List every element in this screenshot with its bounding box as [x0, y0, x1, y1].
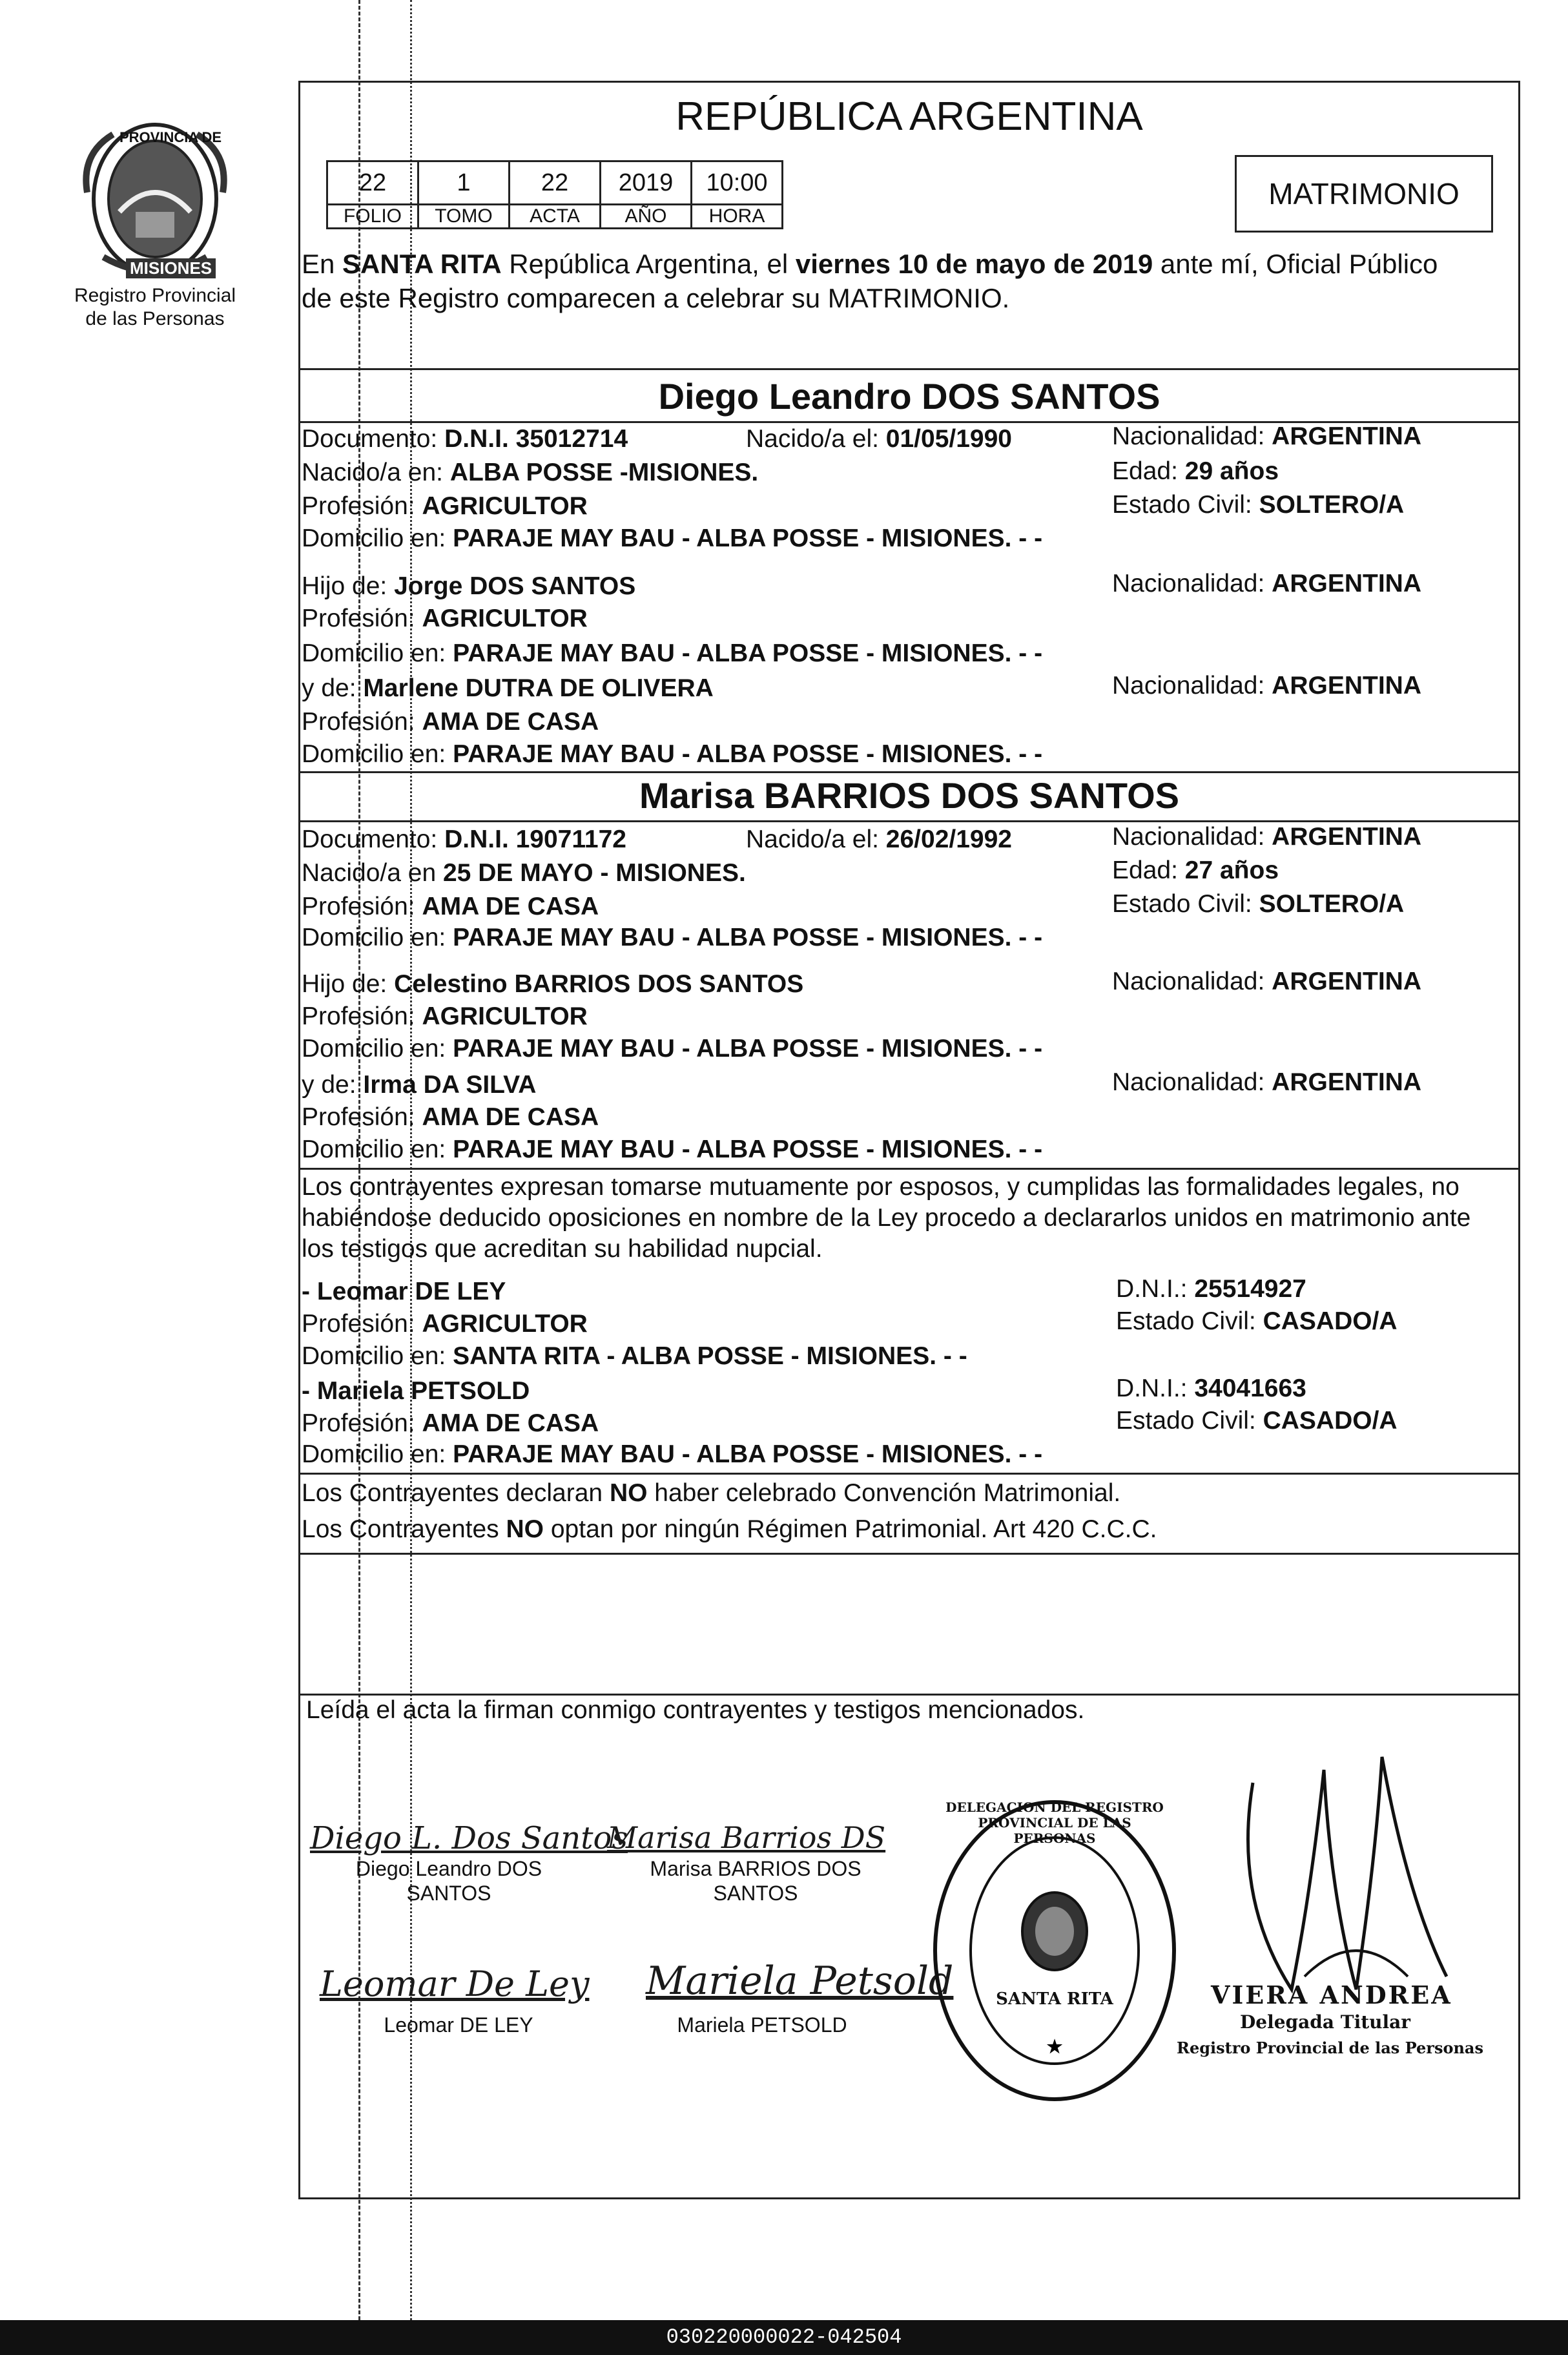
anio-value: 2019: [601, 161, 692, 205]
value: D.N.I. 35012714: [444, 425, 628, 453]
signature-caption-witness2: Mariela PETSOLD: [677, 2013, 847, 2037]
intro-mid: República Argentina, el: [501, 249, 796, 279]
convention-line-2: [302, 1514, 1157, 1545]
spouse1-born: [746, 424, 1012, 455]
label: Domicilio en:: [302, 639, 453, 667]
spouse1-father-prof: [302, 603, 588, 634]
value: AGRICULTOR: [422, 1310, 588, 1338]
acta-label: ACTA: [510, 205, 601, 229]
value: ARGENTINA: [1272, 1068, 1422, 1096]
value: ARGENTINA: [1272, 968, 1422, 995]
spouse1-age: [1112, 456, 1279, 487]
label: Estado Civil:: [1112, 890, 1259, 918]
hora-label: HORA: [692, 205, 783, 229]
tomo-label: TOMO: [418, 205, 510, 229]
intro-prefix: En: [302, 249, 343, 279]
label: Domicilio en:: [302, 1035, 453, 1063]
official-stamp: [929, 1796, 1181, 2106]
label: Nacionalidad:: [1112, 570, 1272, 597]
signature-spouse2: Marisa Barrios DS: [607, 1820, 886, 1855]
witness2-civil: [1116, 1406, 1398, 1437]
value: AMA DE CASA: [422, 1409, 599, 1437]
spouse1-name: Diego Leandro DOS SANTOS: [658, 376, 1161, 417]
value: AGRICULTOR: [422, 605, 588, 632]
label: Estado Civil:: [1112, 491, 1259, 519]
value: PARAJE MAY BAU - ALBA POSSE - MISIONES. - -: [453, 524, 1043, 552]
value: - Leomar DE LEY: [302, 1278, 506, 1305]
spouse2-born: [746, 824, 1012, 855]
spouse1-father-nat: [1112, 568, 1421, 599]
label: Domicilio en:: [302, 924, 453, 951]
text: haber celebrado Convención Matrimonial.: [647, 1479, 1121, 1507]
spouse2-father-dom: [302, 1033, 1042, 1064]
spouse2-prof: [302, 891, 599, 922]
convention-line-1: [302, 1478, 1120, 1509]
value: 25 DE MAYO - MISIONES.: [442, 859, 746, 887]
anio-label: AÑO: [601, 205, 692, 229]
acta-value: 22: [510, 161, 601, 205]
spouse1-nat: [1112, 421, 1421, 452]
label: Domicilio en:: [302, 524, 453, 552]
value: AGRICULTOR: [422, 492, 588, 520]
value: CASADO/A: [1263, 1407, 1398, 1435]
label: Nacido/a el:: [746, 825, 886, 853]
value: PARAJE MAY BAU - ALBA POSSE - MISIONES. - -: [453, 1035, 1043, 1063]
value: CASADO/A: [1263, 1307, 1398, 1335]
stamp-ring-text: DELEGACION DEL REGISTRO PROVINCIAL DE LAS PERSONAS: [945, 1800, 1164, 1846]
witness2-prof: [302, 1408, 599, 1439]
text: Los Contrayentes: [302, 1515, 506, 1543]
label: Nacionalidad:: [1112, 1068, 1272, 1096]
label: Estado Civil:: [1116, 1407, 1263, 1435]
spouse2-civil: [1112, 889, 1404, 920]
label: Documento:: [302, 425, 445, 453]
spouse2-father-prof: [302, 1001, 588, 1032]
spouse1-mother: [302, 673, 714, 704]
label: Profesión:: [302, 1103, 422, 1131]
divider: [298, 771, 1520, 773]
value: PARAJE MAY BAU - ALBA POSSE - MISIONES. - -: [453, 1136, 1043, 1163]
value: Celestino BARRIOS DOS SANTOS: [394, 970, 804, 998]
value: ARGENTINA: [1272, 570, 1422, 597]
witness2-dni: [1116, 1373, 1306, 1404]
spouse1-civil: [1112, 490, 1404, 521]
value: ARGENTINA: [1272, 672, 1422, 700]
value: PARAJE MAY BAU - ALBA POSSE - MISIONES. - -: [453, 740, 1043, 768]
value: 29 años: [1184, 457, 1279, 485]
witness1-dom: [302, 1341, 967, 1372]
label: Nacionalidad:: [1112, 672, 1272, 700]
province-seal: [74, 115, 236, 289]
spouse1-dom: [302, 523, 1042, 554]
divider: [298, 1473, 1520, 1475]
label: Edad:: [1112, 856, 1185, 884]
spouse2-age: [1112, 855, 1279, 886]
value: 27 años: [1184, 856, 1279, 884]
witness1-name: [302, 1276, 506, 1307]
seal-text-bottom: MISIONES: [126, 258, 216, 278]
value: SANTA RITA - ALBA POSSE - MISIONES. - -: [453, 1342, 967, 1370]
spouse2-nat: [1112, 822, 1421, 853]
label: Hijo de:: [302, 572, 395, 600]
value: D.N.I. 19071172: [444, 825, 626, 853]
label: Estado Civil:: [1116, 1307, 1263, 1335]
value: Jorge DOS SANTOS: [394, 572, 636, 600]
spouse1-doc: [302, 424, 628, 455]
spouse2-father: [302, 969, 803, 1000]
label: Nacionalidad:: [1112, 422, 1272, 450]
caption-line: Diego Leandro DOS: [355, 1857, 542, 1880]
spouse2-mother-dom: [302, 1134, 1042, 1165]
text: Los Contrayentes declaran: [302, 1479, 610, 1507]
label: Profesión:: [302, 1002, 422, 1030]
spouse2-doc: [302, 824, 626, 855]
caption-line: Marisa BARRIOS DOS: [650, 1857, 861, 1880]
official-name: VIERA ANDREA: [1211, 1980, 1452, 2009]
stamp-inner-text: SANTA RITA: [996, 1989, 1113, 2009]
intro-line-2: de este Registro comparecen a celebrar su MATRIMONIO.: [302, 283, 1010, 313]
label: Profesión:: [302, 1310, 422, 1338]
act-type: MATRIMONIO: [1268, 177, 1460, 211]
spouse2-mother: [302, 1070, 536, 1101]
spouse1-birthplace: [302, 457, 758, 488]
value: PARAJE MAY BAU - ALBA POSSE - MISIONES. - -: [453, 924, 1043, 951]
value: ARGENTINA: [1272, 823, 1422, 851]
intro-line-1: [302, 249, 1438, 280]
value: 26/02/1992: [885, 825, 1012, 853]
witness2-dom: [302, 1439, 1042, 1470]
caption-line: SANTOS: [406, 1882, 491, 1905]
record-table: [326, 160, 783, 229]
tomo-value: 1: [418, 161, 510, 205]
label: Domicilio en:: [302, 1440, 453, 1468]
label: Domicilio en:: [302, 1136, 453, 1163]
caption-line: SANTOS: [713, 1882, 798, 1905]
seal-text-top: PROVINCIA DE: [119, 129, 222, 145]
text: optan por ningún Régimen Patrimonial. Art 420 C.C.C.: [544, 1515, 1157, 1543]
witness2-name: [302, 1376, 530, 1407]
spouse1-father: [302, 571, 635, 602]
value: 34041663: [1194, 1375, 1306, 1402]
value: 25514927: [1194, 1275, 1306, 1303]
label: Domicilio en:: [302, 740, 453, 768]
spouse2-father-nat: [1112, 966, 1421, 997]
intro-city: SANTA RITA: [342, 249, 502, 279]
value: SOLTERO/A: [1259, 890, 1405, 918]
label: Profesión:: [302, 1409, 422, 1437]
spouse1-prof: [302, 491, 588, 522]
value: SOLTERO/A: [1259, 491, 1405, 519]
divider: [298, 368, 1520, 370]
label: Profesión:: [302, 605, 422, 632]
spouse1-mother-dom: [302, 739, 1042, 770]
registry-label: Registro Provincial de las Personas: [74, 285, 236, 329]
label: y de:: [302, 674, 364, 702]
value: ARGENTINA: [1272, 422, 1422, 450]
declaration-line-2: habiéndose deducido oposiciones en nombre de la Ley procedo a declararlos unidos en matrimonio ante: [302, 1204, 1471, 1232]
value: AGRICULTOR: [422, 1002, 588, 1030]
label: Profesión:: [302, 893, 422, 920]
label: Edad:: [1112, 457, 1185, 485]
intro-suffix: ante mí, Oficial Público: [1153, 249, 1438, 279]
spouse2-mother-nat: [1112, 1067, 1421, 1098]
label: Profesión:: [302, 708, 422, 736]
signature-caption-witness1: Leomar DE LEY: [384, 2013, 533, 2037]
act-type-box: [1235, 155, 1493, 233]
spouse1-mother-nat: [1112, 670, 1421, 701]
signature-witness1: Leomar De Ley: [320, 1964, 590, 2004]
value: PARAJE MAY BAU - ALBA POSSE - MISIONES. - -: [453, 1440, 1043, 1468]
value: 01/05/1990: [885, 425, 1012, 453]
hora-value: 10:00: [692, 161, 783, 205]
label: D.N.I.:: [1116, 1375, 1195, 1402]
label: D.N.I.:: [1116, 1275, 1195, 1303]
signature-spouse1: Diego L. Dos Santos: [310, 1820, 628, 1856]
barcode-text: 030220000022-042504: [0, 2320, 1568, 2355]
label: Hijo de:: [302, 970, 395, 998]
folio-label: FOLIO: [327, 205, 418, 229]
label: Profesión:: [302, 492, 422, 520]
spouse2-dom: [302, 922, 1042, 953]
witness1-dni: [1116, 1274, 1306, 1305]
label: Nacido/a el:: [746, 425, 886, 453]
closing-statement: Leída el acta la firman conmigo contrayentes y testigos mencionados.: [306, 1696, 1085, 1724]
spouse2-mother-prof: [302, 1102, 599, 1133]
spouse1-mother-prof: [302, 707, 599, 738]
label: Nacido/a en:: [302, 459, 450, 486]
folio-value: 22: [327, 161, 418, 205]
intro-date: viernes 10 de mayo de 2019: [795, 249, 1153, 279]
label: y de:: [302, 1071, 364, 1099]
official-title: Delegada Titular: [1240, 2011, 1411, 2033]
official-org: Registro Provincial de las Personas: [1177, 2039, 1483, 2057]
signature-witness2: Mariela Petsold: [646, 1958, 954, 2004]
value: AMA DE CASA: [422, 1103, 599, 1131]
value: Irma DA SILVA: [363, 1071, 537, 1099]
label: Nacido/a en: [302, 859, 443, 887]
declaration-line-3: los testigos que acreditan su habilidad nupcial.: [302, 1235, 823, 1263]
witness1-prof: [302, 1309, 588, 1340]
value: ALBA POSSE -MISIONES.: [449, 459, 759, 486]
value: AMA DE CASA: [422, 893, 599, 920]
label: Domicilio en:: [302, 1342, 453, 1370]
value: PARAJE MAY BAU - ALBA POSSE - MISIONES. - -: [453, 639, 1043, 667]
signature-caption-spouse2: [639, 1856, 872, 1905]
label: Nacionalidad:: [1112, 968, 1272, 995]
svg-text:★: ★: [1046, 2036, 1063, 2057]
value: - Mariela PETSOLD: [302, 1377, 530, 1405]
emphasis: NO: [609, 1479, 648, 1507]
label: Nacionalidad:: [1112, 823, 1272, 851]
divider: [298, 1168, 1520, 1170]
official-signature-mark: [1214, 1731, 1460, 2015]
declaration-line-1: Los contrayentes expresan tomarse mutuamente por esposos, y cumplidas las formalidades legales, no: [302, 1173, 1460, 1201]
emphasis: NO: [506, 1515, 544, 1543]
label: Documento:: [302, 825, 445, 853]
witness1-civil: [1116, 1306, 1398, 1337]
spouse2-name: Marisa BARRIOS DOS SANTOS: [639, 775, 1180, 816]
signature-caption-spouse1: [342, 1856, 555, 1905]
country-title: REPÚBLICA ARGENTINA: [676, 94, 1143, 139]
value: AMA DE CASA: [422, 708, 599, 736]
divider: [298, 1553, 1520, 1555]
spouse2-birthplace: [302, 858, 746, 889]
value: Marlene DUTRA DE OLIVERA: [363, 674, 714, 702]
spouse1-father-dom: [302, 638, 1042, 669]
